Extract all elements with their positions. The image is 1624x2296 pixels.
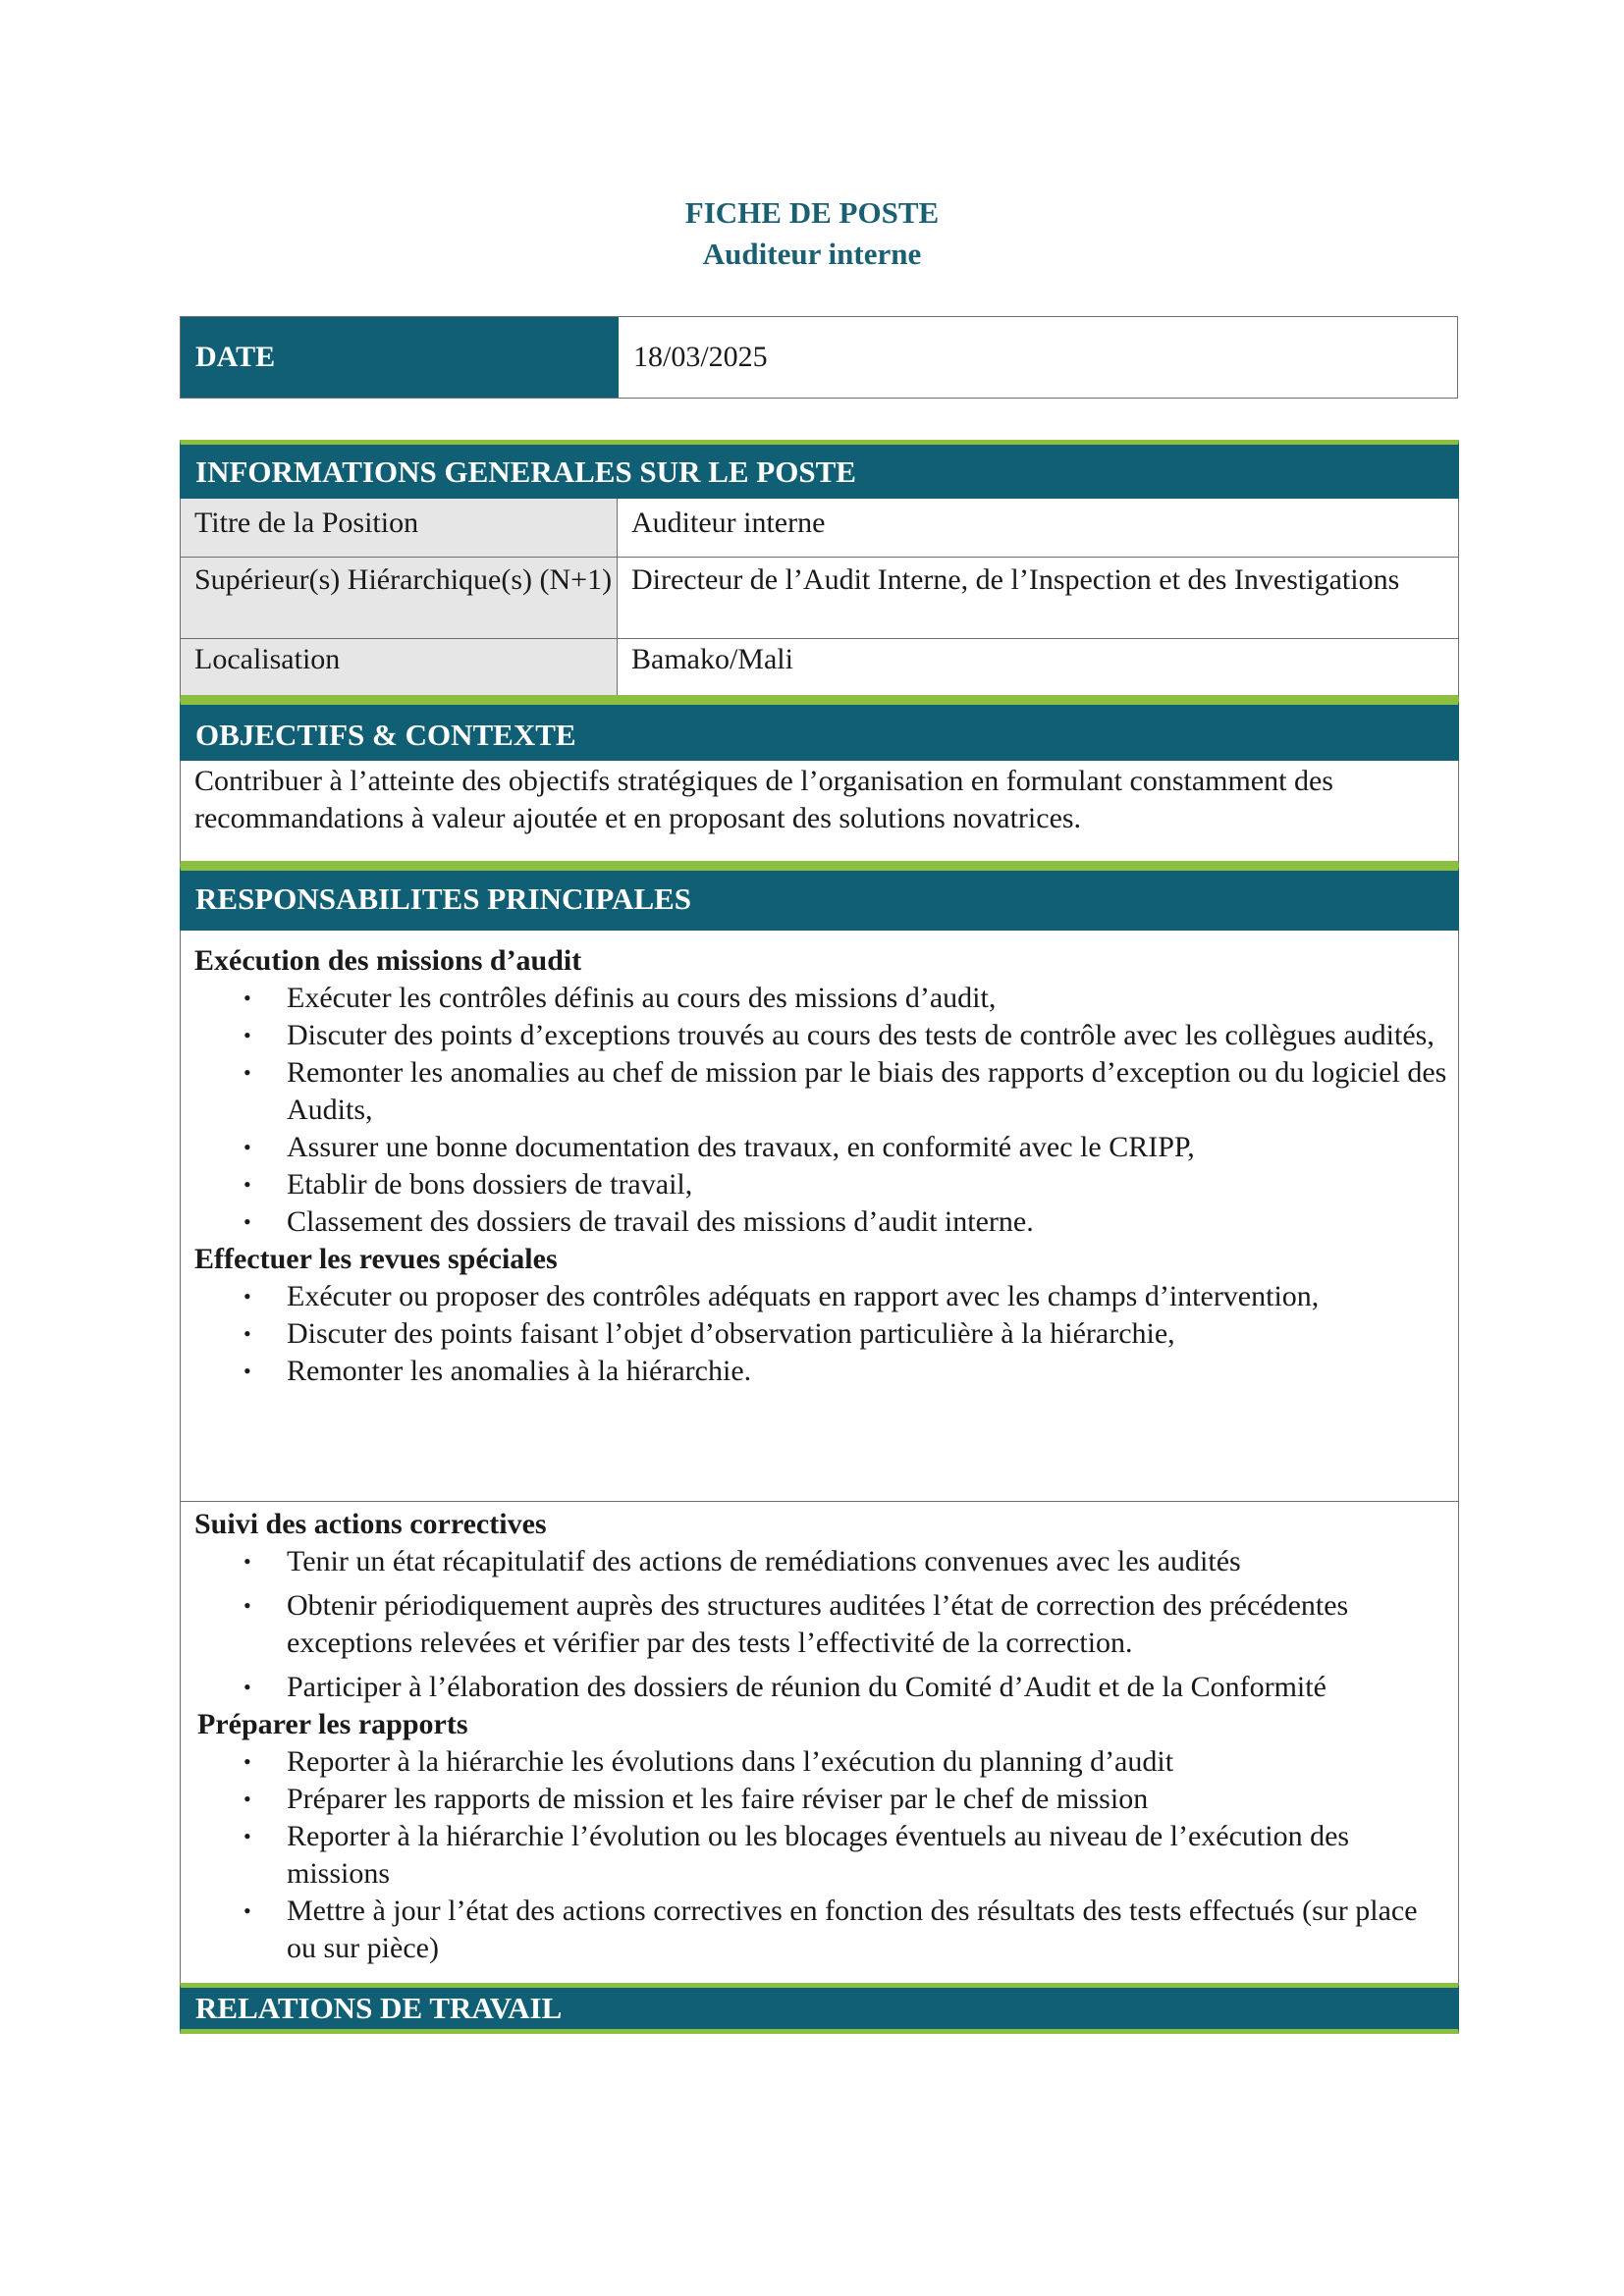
list-item-text: Tenir un état récapitulatif des actions de remédiations convenues avec les audités bbox=[287, 1545, 1241, 1577]
list-item bbox=[194, 1278, 1450, 1315]
section-heading-relations: RELATIONS DE TRAVAIL bbox=[180, 1983, 1459, 2034]
bullet-icon: • bbox=[244, 1593, 251, 1618]
list-item-text: Reporter à la hiérarchie les évolutions dans l’exécution du planning d’audit bbox=[287, 1745, 1174, 1778]
row-value-location: Bamako/Mali bbox=[631, 643, 793, 675]
row-key-position-title: Titre de la Position bbox=[181, 499, 618, 557]
bullet-icon: • bbox=[244, 1172, 251, 1197]
list-item-text: Exécuter les contrôles définis au cours des missions d’audit, bbox=[287, 982, 997, 1014]
group-title: Effectuer les revues spéciales bbox=[194, 1243, 558, 1275]
list-item-text: Mettre à jour l’état des actions correctives en fonction des résultats des tests effectués (sur place ou sur pièce) bbox=[287, 1895, 1418, 1964]
list-item bbox=[194, 1017, 1450, 1054]
list-item-text: Etablir de bons dossiers de travail, bbox=[287, 1168, 693, 1201]
row-key-location: Localisation bbox=[181, 639, 618, 695]
bullet-icon: • bbox=[244, 1209, 251, 1234]
document-title-block bbox=[0, 192, 1624, 275]
responsibilities-cell-2 bbox=[180, 1502, 1459, 1983]
table-row bbox=[180, 499, 1459, 558]
bullet-icon: • bbox=[244, 1359, 251, 1383]
list-item bbox=[194, 1315, 1450, 1353]
table-row bbox=[180, 558, 1459, 639]
row-key-supervisor: Supérieur(s) Hiérarchique(s) (N+1) bbox=[181, 558, 618, 638]
list-item-text: Obtenir périodiquement auprès des structures auditées l’état de correction des précédentes exceptions relevées et vérifier par des tests l’effectivité de la correction. bbox=[287, 1589, 1349, 1659]
list-item-text: Discuter des points faisant l’objet d’observation particulière à la hiérarchie, bbox=[287, 1317, 1175, 1350]
list-item bbox=[194, 1669, 1450, 1706]
bullet-icon: • bbox=[244, 1023, 251, 1047]
bullet-icon: • bbox=[244, 1824, 251, 1848]
list-item bbox=[194, 1353, 1450, 1390]
group-title: Préparer les rapports bbox=[197, 1708, 468, 1740]
table-row bbox=[180, 639, 1459, 700]
bullet-icon: • bbox=[244, 1549, 251, 1574]
list-item bbox=[194, 1818, 1450, 1893]
group-title: Suivi des actions correctives bbox=[194, 1508, 547, 1540]
bullet-icon: • bbox=[244, 986, 251, 1010]
list-item-text: Exécuter ou proposer des contrôles adéquats en rapport avec les champs d’intervention, bbox=[287, 1280, 1320, 1312]
list-item-text: Remonter les anomalies à la hiérarchie. bbox=[287, 1355, 752, 1387]
document-title: FICHE DE POSTE bbox=[684, 195, 940, 230]
list-item bbox=[194, 1587, 1450, 1662]
document-subtitle: Auditeur interne bbox=[702, 237, 922, 271]
responsibilities-cell-1 bbox=[180, 931, 1459, 1502]
bullet-icon: • bbox=[244, 1749, 251, 1774]
list-item-text: Discuter des points d’exceptions trouvés au cours des tests de contrôle avec les collègues audités, bbox=[287, 1019, 1435, 1051]
list-item bbox=[194, 1893, 1450, 1967]
list-item-text: Classement des dossiers de travail des missions d’audit interne. bbox=[287, 1205, 1034, 1238]
list-item-text: Reporter à la hiérarchie l’évolution ou les blocages éventuels au niveau de l’exécution des missions bbox=[287, 1820, 1350, 1890]
list-item-text: Assurer une bonne documentation des travaux, en conformité avec le CRIPP, bbox=[287, 1131, 1195, 1163]
objectives-text: Contribuer à l’atteinte des objectifs stratégiques de l’organisation en formulant constamment des recommandations à valeur ajoutée et en proposant des solutions novatrices. bbox=[180, 761, 1459, 866]
bullet-list bbox=[194, 1543, 1450, 1706]
list-item-text: Préparer les rapports de mission et les faire réviser par le chef de mission bbox=[287, 1783, 1149, 1815]
bullet-icon: • bbox=[244, 1898, 251, 1923]
row-value-position-title: Auditeur interne bbox=[631, 507, 826, 539]
row-value-supervisor: Directeur de l’Audit Interne, de l’Inspection et des Investigations bbox=[631, 563, 1400, 596]
bullet-icon: • bbox=[244, 1675, 251, 1699]
list-item bbox=[194, 1166, 1450, 1203]
bullet-icon: • bbox=[244, 1284, 251, 1308]
list-item bbox=[194, 980, 1450, 1017]
bullet-icon: • bbox=[244, 1135, 251, 1159]
list-item-text: Participer à l’élaboration des dossiers de réunion du Comité d’Audit et de la Conformité bbox=[287, 1671, 1326, 1703]
date-label: DATE bbox=[181, 317, 619, 398]
date-value: 18/03/2025 bbox=[633, 341, 768, 373]
list-item-text: Remonter les anomalies au chef de mission par le biais des rapports d’exception ou du logiciel des Audits, bbox=[287, 1056, 1447, 1126]
list-item bbox=[194, 1203, 1450, 1241]
bullet-icon: • bbox=[244, 1321, 251, 1346]
list-item bbox=[194, 1781, 1450, 1818]
bullet-list bbox=[194, 1278, 1450, 1390]
date-table bbox=[180, 316, 1458, 399]
bullet-list bbox=[194, 980, 1450, 1241]
bullet-icon: • bbox=[244, 1787, 251, 1811]
section-heading-responsibilities: RESPONSABILITES PRINCIPALES bbox=[180, 866, 1459, 931]
list-item bbox=[194, 1743, 1450, 1781]
section-heading-general: INFORMATIONS GENERALES SUR LE POSTE bbox=[180, 440, 1459, 499]
list-item bbox=[194, 1543, 1450, 1580]
bullet-list bbox=[194, 1743, 1450, 1967]
bullet-icon: • bbox=[244, 1060, 251, 1085]
section-heading-objectives: OBJECTIFS & CONTEXTE bbox=[180, 700, 1459, 761]
list-item bbox=[194, 1054, 1450, 1129]
job-description-table bbox=[180, 440, 1459, 2034]
list-item bbox=[194, 1129, 1450, 1166]
group-title: Exécution des missions d’audit bbox=[194, 944, 582, 977]
